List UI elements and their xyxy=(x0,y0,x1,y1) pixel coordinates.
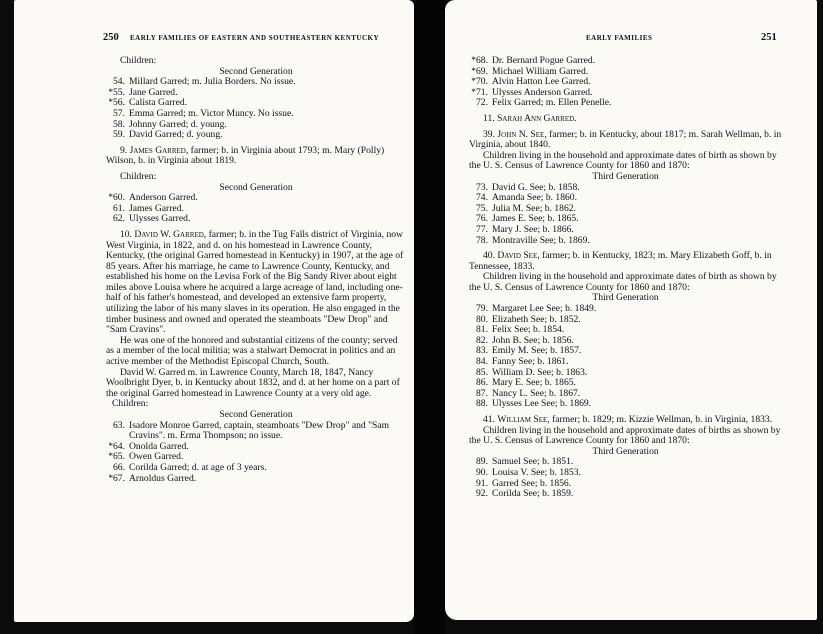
entry-text: Ulysses Anderson Garred. xyxy=(492,86,593,98)
entry-number: *71. xyxy=(471,86,488,98)
entry-text: Samuel See; b. 1851. xyxy=(492,456,574,468)
entry-text: Arnoldus Garred. xyxy=(129,472,197,484)
entry-number: 86. xyxy=(476,377,488,389)
entry-text: Garred See; b. 1856. xyxy=(492,477,572,489)
entry-number: *60. xyxy=(108,192,125,204)
entry-text: Amanda See; b. 1860. xyxy=(492,192,577,204)
family-entry-39: 39. John N. See, farmer; b. in Kentucky, about 1817; m. Sarah Wellman, b. in Virginia, about 1840. xyxy=(469,128,782,151)
right-page xyxy=(445,0,817,620)
entry-text: James Garred. xyxy=(129,202,184,214)
entry-text: Anderson Garred. xyxy=(129,192,198,204)
entry-number: 78. xyxy=(476,234,488,246)
entry-number: 74. xyxy=(476,192,488,204)
generation-heading: Second Generation xyxy=(219,181,293,193)
entry-text: Corilda Garred; d. at age of 3 years. xyxy=(129,461,267,473)
entry-number: *56. xyxy=(108,97,125,109)
list-item xyxy=(469,489,782,500)
entry-text: Elizabeth See; b. 1852. xyxy=(492,313,581,325)
list-item xyxy=(106,130,406,141)
census-note: Children living in the household and approximate dates of birth as shown by the U. S. Census of Lawrence County for 1860 and 1870: xyxy=(469,149,777,172)
entry-number: *70. xyxy=(471,76,488,88)
children-list xyxy=(469,183,782,247)
list-item xyxy=(469,399,782,410)
left-page-body xyxy=(106,56,406,484)
generation-heading: Third Generation xyxy=(592,445,659,457)
entry-number: *69. xyxy=(471,65,488,77)
entry-text: Dr. Bernard Pogue Garred. xyxy=(492,55,596,66)
entry-number: 57. xyxy=(113,107,125,119)
person-name: David W. Garred, xyxy=(134,228,207,240)
entry-text: David Garred; d. young. xyxy=(129,129,223,141)
entry-number: 80. xyxy=(476,313,488,325)
entry-text: Millard Garred; m. Julia Borders. No issue. xyxy=(129,76,296,88)
entry-number: 66. xyxy=(113,461,125,473)
children-list xyxy=(106,421,406,485)
entry-text: Onolda Garred. xyxy=(129,440,189,452)
entry-number: 84. xyxy=(476,356,488,368)
person-name: James Garred, xyxy=(129,144,189,156)
entry-text: Isadore Monroe Garred, captain, steamboats "Dew Drop" and "Sam Cravins". m. Erma Thompson; no issue. xyxy=(129,419,390,442)
page-number: 251 xyxy=(761,32,777,43)
children-label: Children: xyxy=(112,398,149,410)
entry-number: 59. xyxy=(113,129,125,141)
children-label: Children: xyxy=(120,170,157,182)
list-item xyxy=(106,421,406,442)
person-name: David See, xyxy=(497,250,540,262)
family-entry-9: 9. James Garred, farmer; b. in Virginia about 1793; m. Mary (Polly) Wilson, b. in Virginia about 1819. xyxy=(106,144,385,167)
paragraph: He was one of the honored and substantial citizens of the county; served as a member of the local militia; was a stalwart Democrat in politics and an active member of the Methodist Episcopal Church, South. xyxy=(106,334,398,368)
entry-number: 61. xyxy=(113,202,125,214)
entry-number: 87. xyxy=(476,387,488,399)
entry-number: 73. xyxy=(476,181,488,193)
right-page-body xyxy=(469,56,782,500)
children-list xyxy=(106,193,406,225)
entry-text: Michael William Garred. xyxy=(492,65,589,77)
generation-heading: Third Generation xyxy=(592,292,659,304)
entry-text: Julia M. See; b. 1862. xyxy=(492,202,576,214)
entry-number: 58. xyxy=(113,118,125,130)
entry-number: *64. xyxy=(108,440,125,452)
entry-text: Nancy L. See; b. 1867. xyxy=(492,387,581,399)
generation-heading: Third Generation xyxy=(592,170,659,182)
entry-number: 81. xyxy=(476,324,488,336)
entry-number: 85. xyxy=(476,366,488,378)
running-head: EARLY FAMILIES xyxy=(586,34,653,42)
entry-text: James E. See; b. 1865. xyxy=(492,213,579,225)
entry-text: Margaret Lee See; b. 1849. xyxy=(492,303,597,315)
children-label: Children: xyxy=(120,55,157,66)
census-note: Children living in the household and approximate dates of births as shown by the U. S. Census of Lawrence County for 1860 and 1870: xyxy=(469,424,781,447)
person-name: Sarah Ann Garred. xyxy=(497,112,577,124)
list-item xyxy=(469,236,782,247)
entry-text: Fanny See; b. 1861. xyxy=(492,356,569,368)
entry-text: David G. See; b. 1858. xyxy=(492,181,580,193)
entry-number: 92. xyxy=(476,488,488,500)
entry-text: Montraville See; b. 1869. xyxy=(492,234,590,246)
entry-text: William D. See; b. 1863. xyxy=(492,366,588,378)
entry-number: 90. xyxy=(476,466,488,478)
entry-number: 76. xyxy=(476,213,488,225)
entry-number: *55. xyxy=(108,86,125,98)
entry-text: Felix Garred; m. Ellen Penelle. xyxy=(492,97,612,109)
list-item xyxy=(469,98,782,109)
running-head: EARLY FAMILIES OF EASTERN AND SOUTHEASTERN KENTUCKY xyxy=(130,34,380,42)
paragraph: David W. Garred m. in Lawrence County, March 18, 1847, Nancy Woolbright Dyer, b. in Kentucky about 1832, and d. at her home on a part of the original Garred homestead in Lawrence County at a very old age. xyxy=(106,366,400,399)
entry-number: 62. xyxy=(113,213,125,225)
entry-text: Emma Garred; m. Victor Muncy. No issue. xyxy=(129,107,294,119)
entry-text: Louisa V. See; b. 1853. xyxy=(492,466,581,478)
children-list xyxy=(106,77,406,141)
entry-number: 72. xyxy=(476,97,488,109)
person-name: William See, xyxy=(497,414,550,425)
family-entry-10: 10. David W. Garred, farmer; b. in the Tug Falls district of Virginia, now West Virginia, in 1822, and d. on his homestead in Lawrence County, Kentucky, (the original Garred homestead in Kentucky) in 1907, at the age of 85 years. After his marriage, he came to Lawrence County, Kentucky, and established his home on the Levisa Fork of the Big Sandy River about eight miles above Louisa where he acquired a large acreage of land, including one-half of his father's homestead, and developed an extensive farm property, utilizing the labor of his many slaves in its operation. He also engaged in the timber business and owned and operated the steamboats "Dew Drop" and "Sam Cravins". xyxy=(106,228,404,336)
entry-text: Ulysses Lee See; b. 1869. xyxy=(492,398,592,410)
entry-text: Mary J. See; b. 1866. xyxy=(492,223,574,235)
entry-text: Jane Garred. xyxy=(129,86,178,98)
generation-heading: Second Generation xyxy=(219,409,293,420)
family-entry-11: 11. Sarah Ann Garred. xyxy=(483,112,577,124)
family-entry-40: 40. David See, farmer; b. in Kentucky, 1823; m. Mary Elizabeth Goff, b. in Tennessee, 1833. xyxy=(469,250,772,272)
person-name: John N. See, xyxy=(497,128,547,140)
entry-number: 75. xyxy=(476,202,488,214)
entry-text: Alvin Hatton Lee Garred. xyxy=(492,76,591,88)
entry-text: Emily M. See; b. 1857. xyxy=(492,345,582,357)
entry-text: Ulysses Garred. xyxy=(129,213,191,225)
entry-number: *65. xyxy=(108,451,125,463)
left-page xyxy=(14,0,414,622)
entry-number: *67. xyxy=(108,472,125,484)
entry-text: Owen Garred. xyxy=(129,451,184,463)
children-list xyxy=(469,457,782,499)
entry-number: 79. xyxy=(476,303,488,315)
list-item xyxy=(106,214,406,225)
entry-number: 63. xyxy=(113,419,125,431)
children-list xyxy=(469,304,782,410)
census-note: Children living in the household and approximate dates of birth as shown by the U. S. Census of Lawrence County for 1860 and 1870: xyxy=(469,271,777,293)
entry-number: 89. xyxy=(476,456,488,468)
entry-number: 82. xyxy=(476,334,488,346)
entry-text: John B. See; b. 1856. xyxy=(492,334,574,346)
entry-number: *68. xyxy=(471,55,488,66)
page-number: 250 xyxy=(103,32,119,43)
entry-text: Calista Garred. xyxy=(129,97,188,109)
entry-number: 54. xyxy=(113,76,125,88)
entry-number: 88. xyxy=(476,398,488,410)
entry-text: Johnny Garred; d. young. xyxy=(129,118,227,130)
entry-text: Felix See; b. 1854. xyxy=(492,324,565,336)
entry-number: 91. xyxy=(476,477,488,489)
generation-heading: Second Generation xyxy=(219,65,293,77)
entry-number: 77. xyxy=(476,223,488,235)
entry-text: Corilda See; b. 1859. xyxy=(492,488,574,500)
entry-number: 83. xyxy=(476,345,488,357)
book-gutter xyxy=(414,0,445,634)
family-entry-41: 41. William See, farmer; b. 1829; m. Kizzie Wellman, b. in Virginia, 1833. xyxy=(483,414,773,425)
list-item xyxy=(106,474,406,485)
entry-text: Mary E. See; b. 1865. xyxy=(492,377,576,389)
children-list xyxy=(469,56,782,109)
